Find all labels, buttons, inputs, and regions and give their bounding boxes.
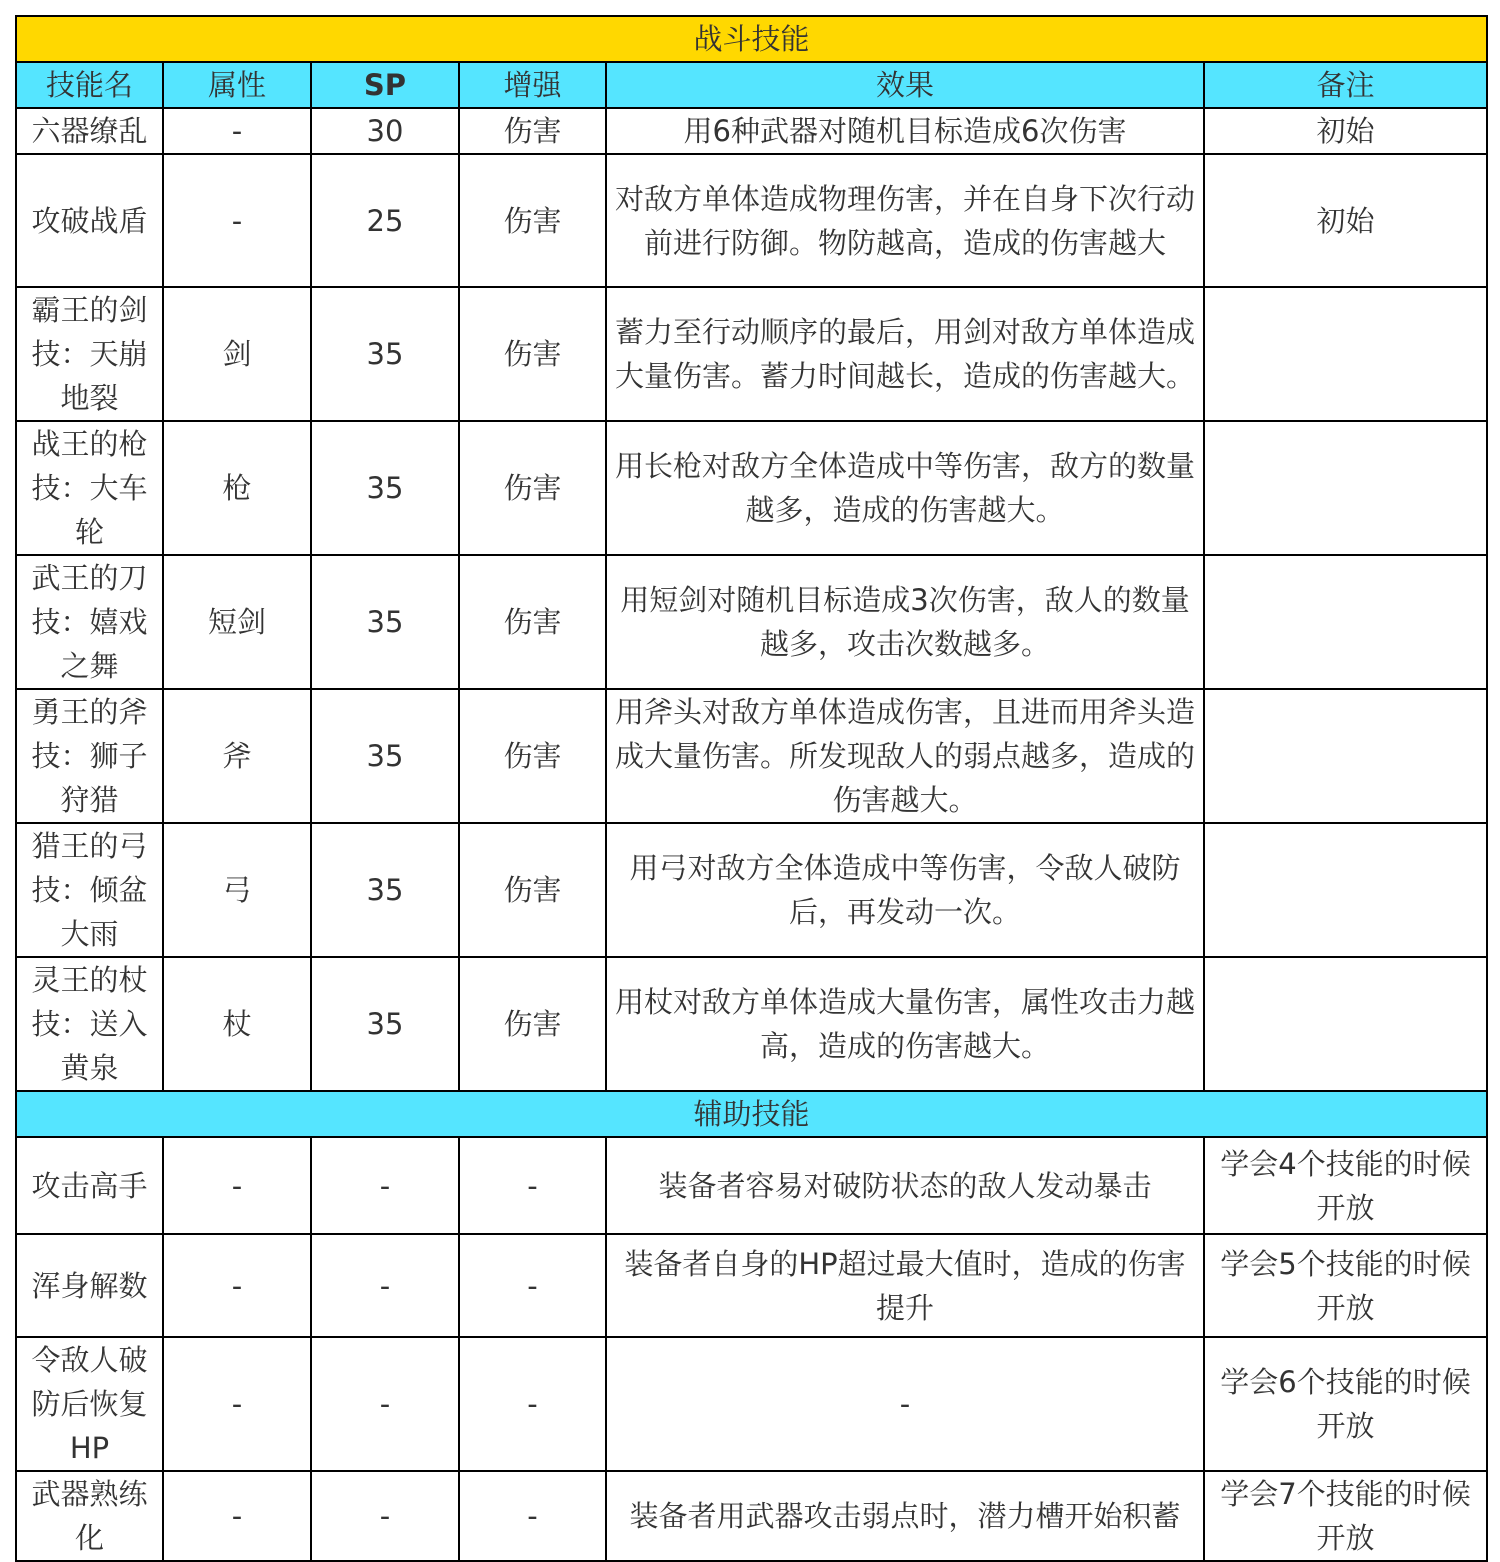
skill-effect: 用长枪对敌方全体造成中等伤害，敌方的数量越多，造成的伤害越大。: [606, 421, 1204, 555]
skill-sp: 35: [311, 421, 459, 555]
skill-name: 六器缭乱: [16, 108, 163, 154]
table-row: [16, 1234, 1487, 1337]
skill-note: [1204, 421, 1487, 555]
skill-effect: 装备者用武器攻击弱点时，潜力槽开始积蓄: [606, 1471, 1204, 1561]
skill-name: 武王的刀技：嬉戏之舞: [16, 555, 163, 689]
skill-boost: 伤害: [459, 287, 606, 421]
table-row: [16, 1337, 1487, 1471]
skill-note: 初始: [1204, 108, 1487, 154]
skill-effect: 用6种武器对随机目标造成6次伤害: [606, 108, 1204, 154]
skill-name: 战王的枪技：大车轮: [16, 421, 163, 555]
skill-sp: -: [311, 1137, 459, 1234]
skill-attribute: 杖: [163, 957, 311, 1091]
table-row: [16, 287, 1487, 421]
table-row: [16, 154, 1487, 287]
skill-attribute: 枪: [163, 421, 311, 555]
skill-boost: 伤害: [459, 689, 606, 823]
skill-sp: 35: [311, 823, 459, 957]
table-row: [16, 689, 1487, 823]
skill-note: [1204, 957, 1487, 1091]
skill-attribute: 剑: [163, 287, 311, 421]
skill-attribute: -: [163, 1471, 311, 1561]
skill-effect: -: [606, 1337, 1204, 1471]
section-row-support: [16, 1091, 1487, 1137]
table-row: [16, 555, 1487, 689]
section-row-battle: [16, 16, 1487, 62]
skill-note: [1204, 823, 1487, 957]
skill-note: 学会7个技能的时候开放: [1204, 1471, 1487, 1561]
header-attribute: 属性: [163, 62, 311, 108]
table-row: [16, 1471, 1487, 1561]
skill-boost: 伤害: [459, 555, 606, 689]
skill-effect: 用短剑对随机目标造成3次伤害，敌人的数量越多，攻击次数越多。: [606, 555, 1204, 689]
table-row: [16, 957, 1487, 1091]
section-title-support: 辅助技能: [16, 1091, 1487, 1137]
skill-sp: 35: [311, 555, 459, 689]
skill-name: 浑身解数: [16, 1234, 163, 1337]
skill-attribute: -: [163, 108, 311, 154]
skill-name: 令敌人破防后恢复HP: [16, 1337, 163, 1471]
skill-sp: 35: [311, 287, 459, 421]
skill-note: [1204, 689, 1487, 823]
header-name: 技能名: [16, 62, 163, 108]
skill-attribute: 斧: [163, 689, 311, 823]
skill-sp: -: [311, 1471, 459, 1561]
skill-boost: -: [459, 1234, 606, 1337]
skill-effect: 对敌方单体造成物理伤害，并在自身下次行动前进行防御。物防越高，造成的伤害越大: [606, 154, 1204, 287]
skill-effect: 装备者自身的HP超过最大值时，造成的伤害提升: [606, 1234, 1204, 1337]
skill-note: [1204, 555, 1487, 689]
section-title-battle: 战斗技能: [16, 16, 1487, 62]
skill-name: 攻击高手: [16, 1137, 163, 1234]
skill-effect: 蓄力至行动顺序的最后，用剑对敌方单体造成大量伤害。蓄力时间越长，造成的伤害越大。: [606, 287, 1204, 421]
skill-effect: 装备者容易对破防状态的敌人发动暴击: [606, 1137, 1204, 1234]
skill-boost: -: [459, 1471, 606, 1561]
skills-table: [15, 15, 1488, 1562]
skill-name: 攻破战盾: [16, 154, 163, 287]
skill-note: 学会5个技能的时候开放: [1204, 1234, 1487, 1337]
skill-attribute: -: [163, 1137, 311, 1234]
skill-sp: 35: [311, 689, 459, 823]
skill-boost: 伤害: [459, 154, 606, 287]
skill-name: 猎王的弓技：倾盆大雨: [16, 823, 163, 957]
table-row: [16, 108, 1487, 154]
header-boost: 增强: [459, 62, 606, 108]
skill-note: 初始: [1204, 154, 1487, 287]
skill-name: 勇王的斧技：狮子狩猎: [16, 689, 163, 823]
skill-attribute: -: [163, 154, 311, 287]
skill-note: 学会4个技能的时候开放: [1204, 1137, 1487, 1234]
skill-sp: 35: [311, 957, 459, 1091]
skill-effect: 用杖对敌方单体造成大量伤害，属性攻击力越高，造成的伤害越大。: [606, 957, 1204, 1091]
skill-attribute: 弓: [163, 823, 311, 957]
header-note: 备注: [1204, 62, 1487, 108]
skill-sp: 25: [311, 154, 459, 287]
column-header-row: [16, 62, 1487, 108]
header-sp: SP: [311, 62, 459, 108]
skill-note: [1204, 287, 1487, 421]
table-row: [16, 1137, 1487, 1234]
skill-effect: 用弓对敌方全体造成中等伤害，令敌人破防后，再发动一次。: [606, 823, 1204, 957]
skill-boost: 伤害: [459, 957, 606, 1091]
header-effect: 效果: [606, 62, 1204, 108]
table-row: [16, 823, 1487, 957]
skill-name: 霸王的剑技：天崩地裂: [16, 287, 163, 421]
skill-name: 灵王的杖技：送入黄泉: [16, 957, 163, 1091]
skill-name: 武器熟练化: [16, 1471, 163, 1561]
skill-note: 学会6个技能的时候开放: [1204, 1337, 1487, 1471]
skill-boost: -: [459, 1137, 606, 1234]
skill-boost: 伤害: [459, 421, 606, 555]
skill-boost: 伤害: [459, 823, 606, 957]
skill-sp: -: [311, 1337, 459, 1471]
skill-attribute: -: [163, 1234, 311, 1337]
skill-effect: 用斧头对敌方单体造成伤害，且进而用斧头造成大量伤害。所发现敌人的弱点越多，造成的伤害越大。: [606, 689, 1204, 823]
skill-sp: 30: [311, 108, 459, 154]
skill-sp: -: [311, 1234, 459, 1337]
skill-boost: 伤害: [459, 108, 606, 154]
skill-attribute: 短剑: [163, 555, 311, 689]
skill-boost: -: [459, 1337, 606, 1471]
table-row: [16, 421, 1487, 555]
skill-attribute: -: [163, 1337, 311, 1471]
